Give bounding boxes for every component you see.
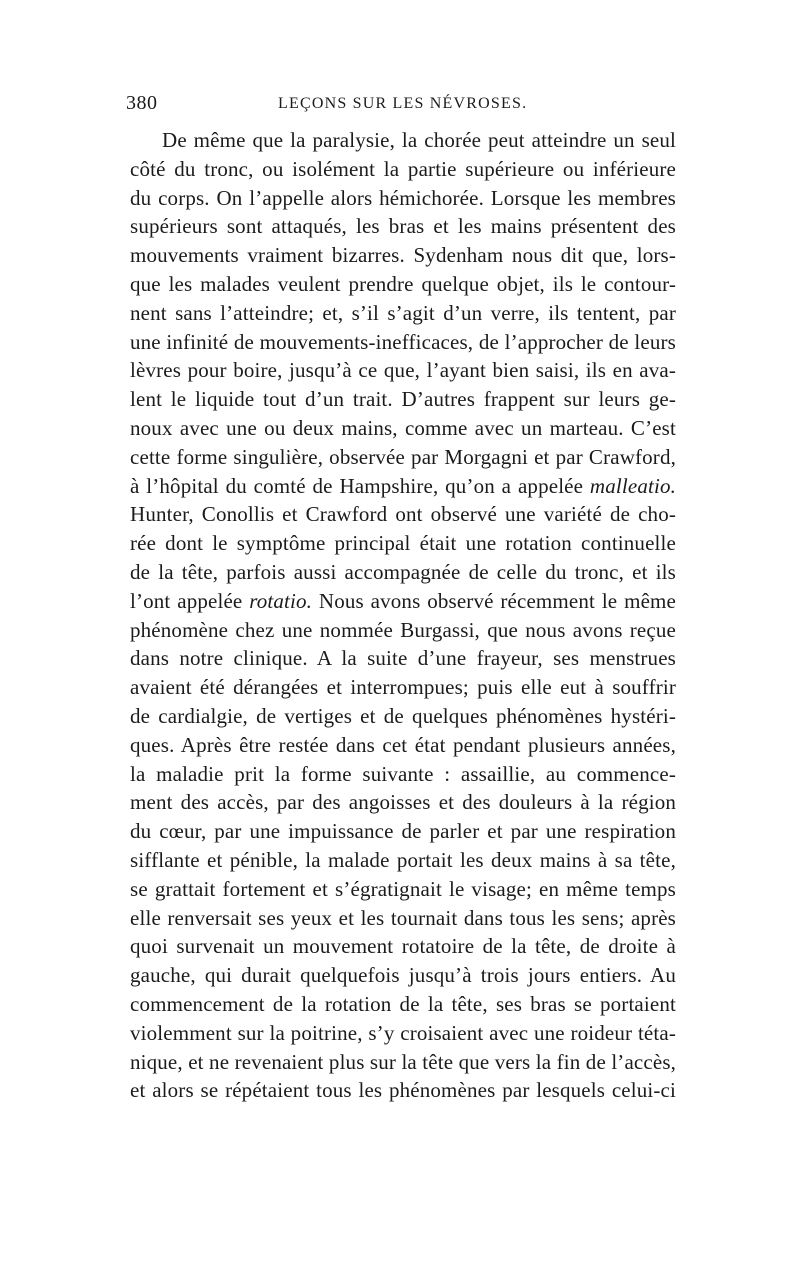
line-text: Hunter, Conollis et Crawford ont observé une variété de cho- xyxy=(130,502,676,527)
line-text: rée dont le symptôme principal était une rotation continuelle xyxy=(130,531,676,556)
text-line xyxy=(130,212,676,241)
text-line xyxy=(130,443,676,472)
text-line xyxy=(130,846,676,875)
text-line xyxy=(130,1076,676,1105)
text-line xyxy=(130,702,676,731)
running-title: LEÇONS SUR LES NÉVROSES. xyxy=(278,95,528,112)
line-text: que les malades veulent prendre quelque objet, ils le contour- xyxy=(130,271,676,296)
text-line xyxy=(130,414,676,443)
text-line xyxy=(130,184,676,213)
line-text: se grattait fortement et s’égratignait le visage; en même temps xyxy=(130,876,676,901)
line-text: gauche, qui durait quelquefois jusqu’à trois jours entiers. Au xyxy=(130,963,676,988)
running-head xyxy=(126,92,678,118)
text-line xyxy=(130,126,676,155)
line-text: cette forme singulière, observée par Morgagni et par Crawford, xyxy=(130,444,676,469)
text-line xyxy=(130,673,676,702)
line-text: de la tête, parfois aussi accompagnée de celle du tronc, et ils xyxy=(130,559,676,584)
italic-term: malleatio. xyxy=(589,473,676,498)
text-line xyxy=(130,328,676,357)
text-line xyxy=(130,500,676,529)
body-text xyxy=(130,126,676,1105)
line-text: nent sans l’atteindre; et, s’il s’agit d’un verre, ils tentent, par xyxy=(130,300,676,325)
line-text: l’ont appelée xyxy=(130,588,250,613)
line-text: et alors se répétaient tous les phénomènes par lesquels celui-ci xyxy=(130,1078,676,1103)
line-text: avaient été dérangées et interrompues; puis elle eut à souffrir xyxy=(130,675,676,700)
text-line xyxy=(130,529,676,558)
line-text: Nous avons observé récemment le même xyxy=(312,588,676,613)
text-line xyxy=(130,558,676,587)
page-number: 380 xyxy=(126,92,158,114)
text-line xyxy=(130,1048,676,1077)
line-text: la maladie prit la forme suivante : assaillie, au commence- xyxy=(130,761,676,786)
text-line xyxy=(130,472,676,501)
line-text: une infinité de mouvements-inefficaces, de l’approcher de leurs xyxy=(130,329,676,354)
line-text: à l’hôpital du comté de Hampshire, qu’on a appelée xyxy=(130,473,590,498)
italic-term: rotatio. xyxy=(249,588,313,613)
line-text: lent le liquide tout d’un trait. D’autres frappent sur leurs ge- xyxy=(130,387,676,412)
line-text: du cœur, par une impuissance de parler et par une respiration xyxy=(130,819,676,844)
line-text: ques. Après être restée dans cet état pendant plusieurs années, xyxy=(130,732,676,757)
text-line xyxy=(130,241,676,270)
text-line xyxy=(130,385,676,414)
text-line xyxy=(130,299,676,328)
line-text: commencement de la rotation de la tête, ses bras se portaient xyxy=(130,991,676,1016)
text-line xyxy=(130,990,676,1019)
line-text: sifflante et pénible, la malade portait les deux mains à sa tête, xyxy=(130,847,676,872)
line-text: phénomène chez une nommée Burgassi, que nous avons reçue xyxy=(130,617,676,642)
text-line xyxy=(130,644,676,673)
text-line xyxy=(130,875,676,904)
text-line xyxy=(130,817,676,846)
line-text: mouvements vraiment bizarres. Sydenham nous dit que, lors- xyxy=(130,243,676,268)
line-text: dans notre clinique. A la suite d’une frayeur, ses menstrues xyxy=(130,646,676,671)
text-line xyxy=(130,788,676,817)
text-line xyxy=(130,760,676,789)
text-line xyxy=(130,270,676,299)
line-text: nique, et ne revenaient plus sur la tête que vers la fin de l’accès, xyxy=(130,1049,676,1074)
text-line xyxy=(130,904,676,933)
line-text: quoi survenait un mouvement rotatoire de la tête, de droite à xyxy=(130,934,676,959)
text-line xyxy=(130,155,676,184)
line-text: lèvres pour boire, jusqu’à ce que, l’ayant bien saisi, ils en ava- xyxy=(130,358,676,383)
text-line xyxy=(130,961,676,990)
line-text: ment des accès, par des angoisses et des douleurs à la région xyxy=(130,790,676,815)
line-text: supérieurs sont attaqués, les bras et les mains présentent des xyxy=(130,214,676,239)
line-text: violemment sur la poitrine, s’y croisaient avec une roideur téta- xyxy=(130,1020,676,1045)
text-line xyxy=(130,932,676,961)
text-line xyxy=(130,587,676,616)
text-line xyxy=(130,356,676,385)
text-line xyxy=(130,1019,676,1048)
line-text: côté du tronc, ou isolément la partie supérieure ou inférieure xyxy=(130,156,676,181)
text-line xyxy=(130,731,676,760)
line-text: noux avec une ou deux mains, comme avec un marteau. C’est xyxy=(130,415,676,440)
line-text: De même que la paralysie, la chorée peut atteindre un seul xyxy=(162,128,676,152)
line-text: elle renversait ses yeux et les tournait dans tous les sens; après xyxy=(130,905,676,930)
line-text: du corps. On l’appelle alors hémichorée. Lorsque les membres xyxy=(130,185,676,210)
text-line xyxy=(130,616,676,645)
line-text: de cardialgie, de vertiges et de quelques phénomènes hystéri- xyxy=(130,703,676,728)
